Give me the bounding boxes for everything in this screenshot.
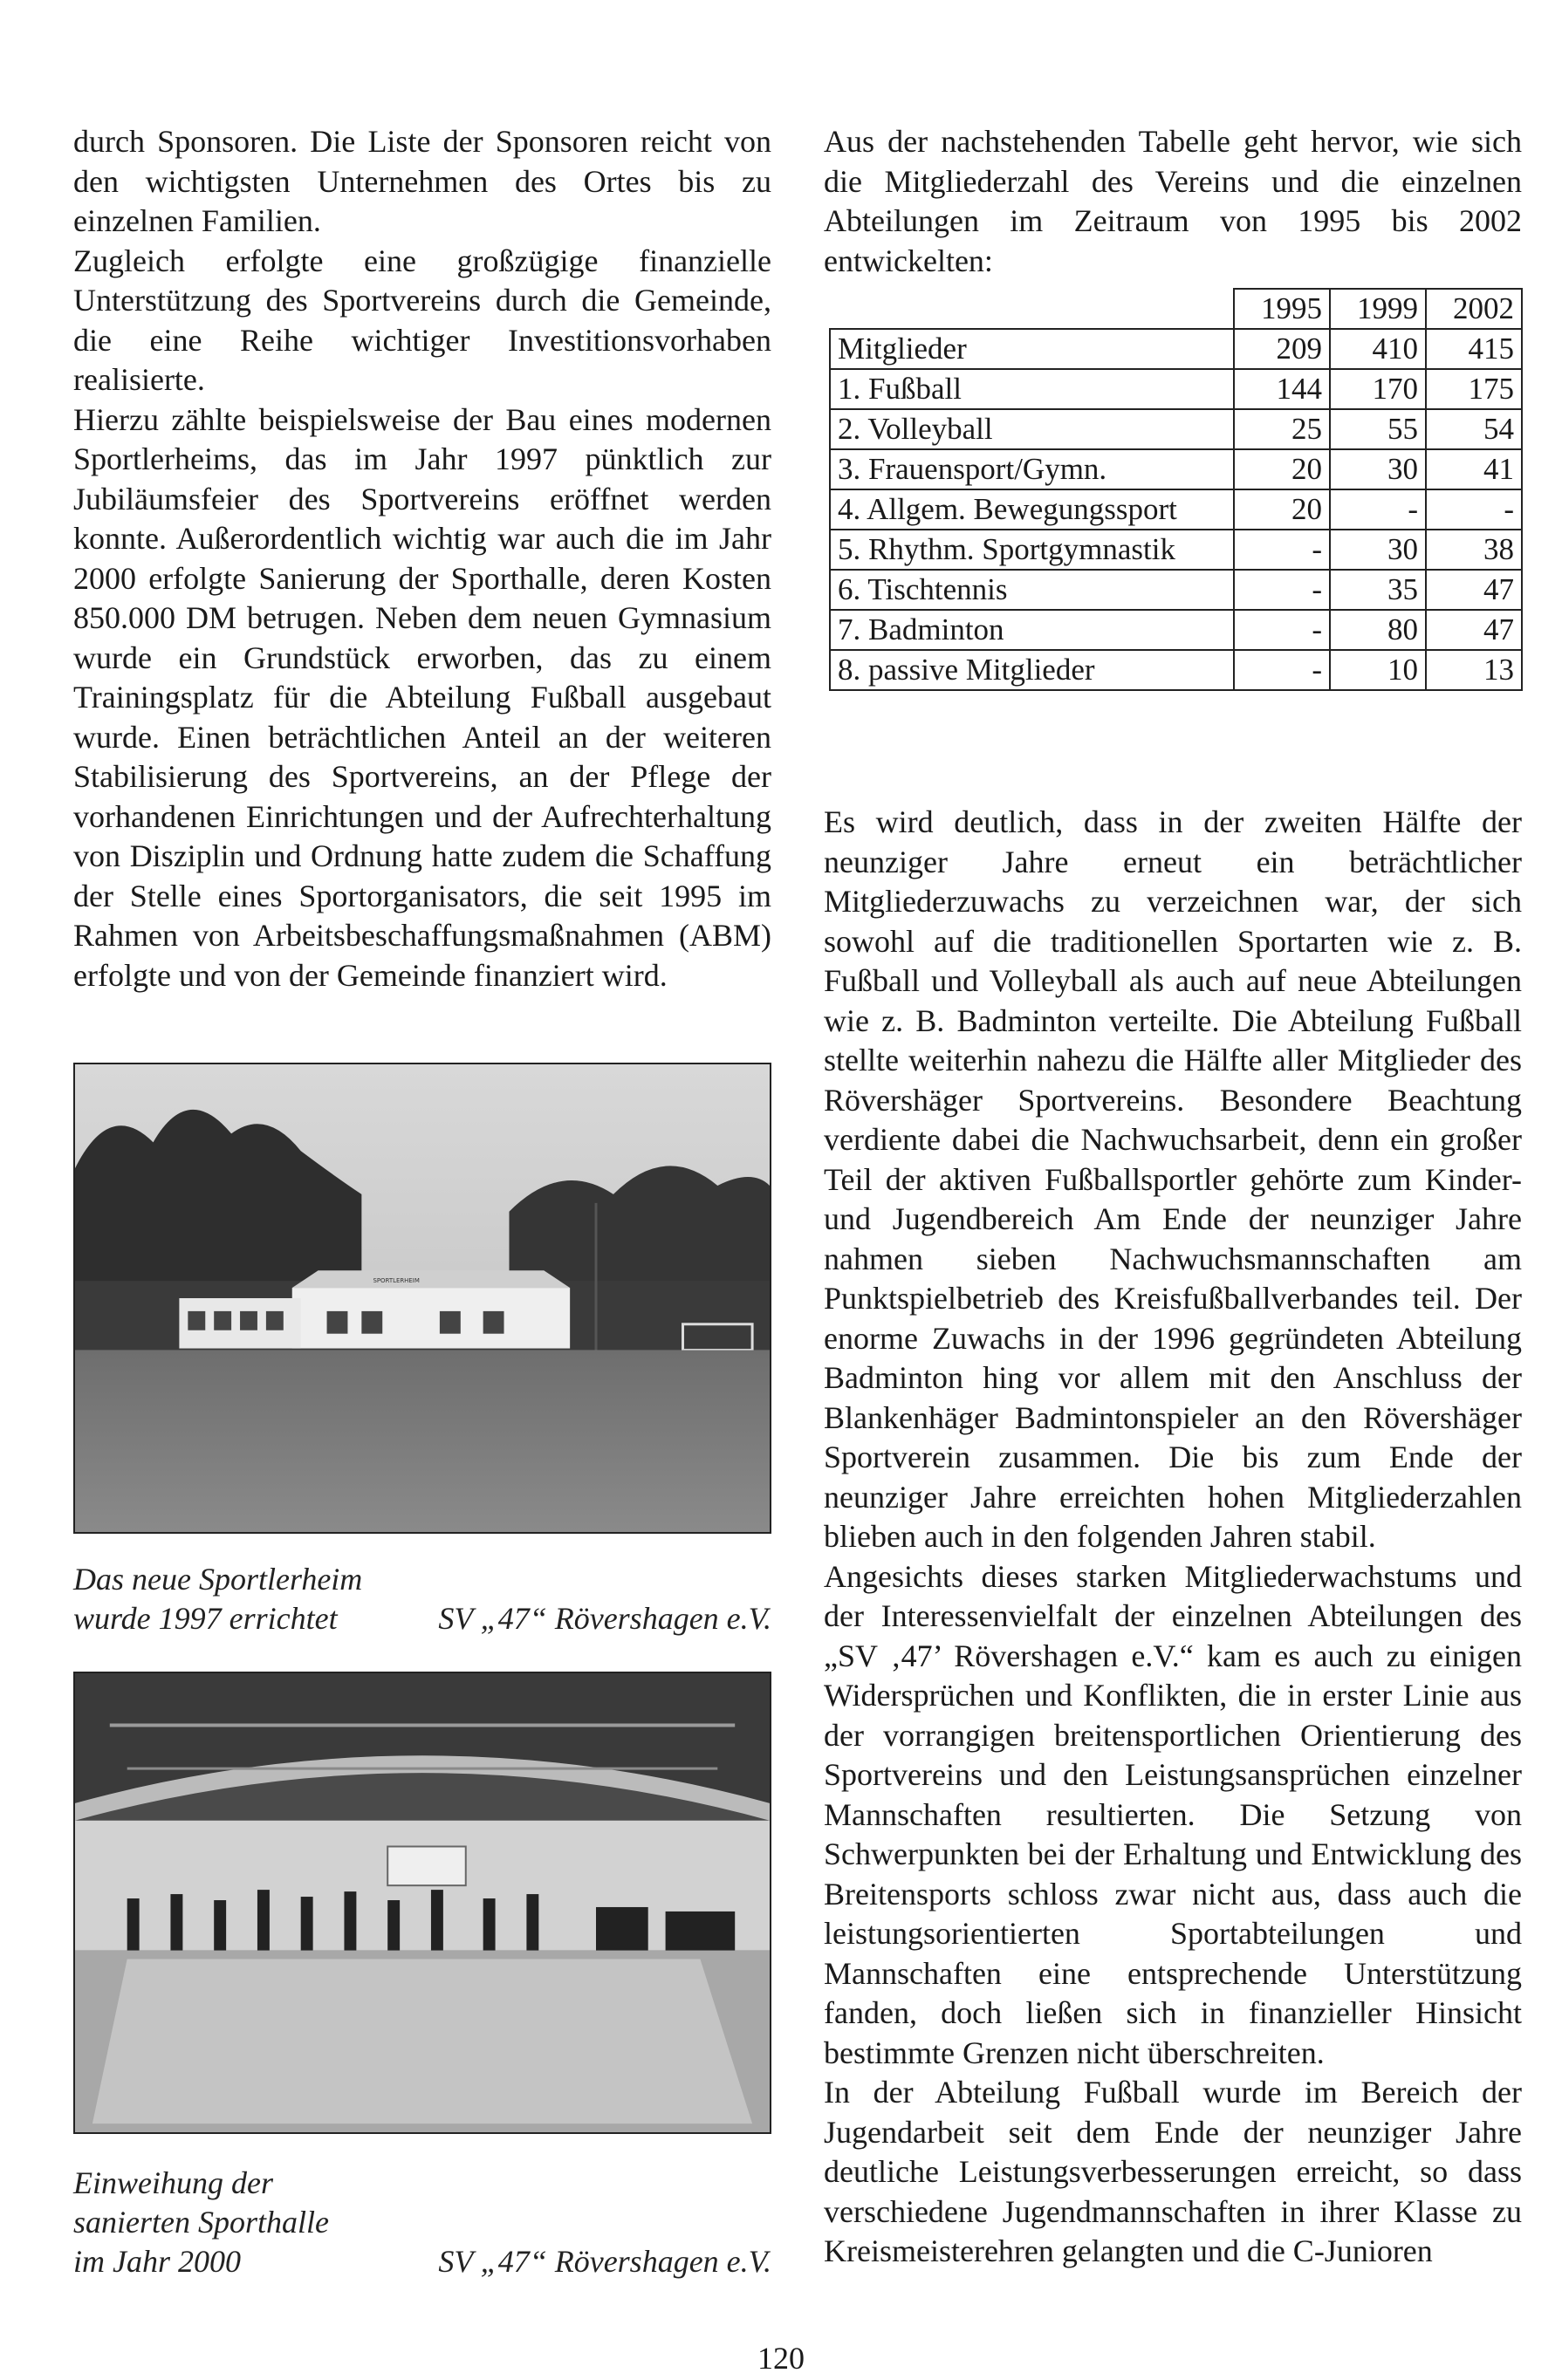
table-row xyxy=(830,610,1522,650)
paragraph: Zugleich erfolgte eine großzügige finanzielle Unterstützung des Sportvereins durch die Gemeinde, die eine Reihe wichtiger Investitionsvorhaben realisierte. xyxy=(73,243,771,397)
row-label: 4. Allgem. Bewegungssport xyxy=(830,489,1234,530)
right-column-lower xyxy=(824,803,1522,2272)
table-row xyxy=(830,449,1522,489)
building-sign: SPORTLERHEIM xyxy=(373,1277,420,1285)
page-number: 120 xyxy=(757,2341,805,2376)
photo-sporthalle xyxy=(73,1672,771,2134)
table-row xyxy=(830,369,1522,409)
sportlerheim-image xyxy=(75,1064,770,1532)
row-label: 5. Rhythm. Sportgymnastik xyxy=(830,530,1234,570)
photo-credit: SV „47“ Rövershagen e.V. xyxy=(438,1601,771,1636)
caption-line: wurde 1997 errichtet xyxy=(73,1601,338,1636)
table-cell: 30 xyxy=(1330,449,1426,489)
table-cell: 41 xyxy=(1426,449,1522,489)
paragraph: Es wird deutlich, dass in der zweiten Hälfte der neunziger Jahre erneut ein beträchtlicher Mitgliederzuwachs zu verzeichnen war, der sich sowohl auf die traditionellen Sportarten wie z. B. Fußball und Volleyball als auch auf neue Abteilungen wie z. B. Badminton verteilte. Die Abteilung Fußball stellte weiterhin nahezu die Hälfte aller Mitglieder des Rövershäger Sportvereins. Besondere Beachtung verdiente dabei die Nachwuchsarbeit, denn ein großer Teil der aktiven Fußballsportler gehörte zum Kinder- und Jugendbereich Am Ende der neunziger Jahre nahmen sieben Nachwuchsmannschaften am Punktspielbetrieb des Kreisfußballverbandes teil. Der enorme Zuwachs in der 1996 gegründeten Abteilung Badminton hing vor allem mit den Anschluss der Blankenhäger Badmintonspieler an den Rövershäger Sportverein zusammen. Die bis zum Ende der neunziger Jahre erreichten hohen Mitgliederzahlen blieben auch in den folgenden Jahren stabil. xyxy=(824,804,1522,1554)
photo-caption xyxy=(73,2164,771,2281)
table-row xyxy=(830,650,1522,690)
table-body xyxy=(830,329,1522,690)
table-row xyxy=(830,409,1522,449)
row-label: 7. Badminton xyxy=(830,610,1234,650)
column-header: 1995 xyxy=(1234,289,1330,329)
table-row xyxy=(830,329,1522,369)
row-label: 8. passive Mitglieder xyxy=(830,650,1234,690)
table-cell: 30 xyxy=(1330,530,1426,570)
table-cell: 13 xyxy=(1426,650,1522,690)
table-cell: 80 xyxy=(1330,610,1426,650)
sporthalle-image xyxy=(75,1673,770,2132)
table-cell: 415 xyxy=(1426,329,1522,369)
row-label: 6. Tischtennis xyxy=(830,570,1234,610)
table-cell: - xyxy=(1234,530,1330,570)
table-cell: 47 xyxy=(1426,570,1522,610)
table-row xyxy=(830,530,1522,570)
table-cell: 410 xyxy=(1330,329,1426,369)
paragraph: Angesichts dieses starken Mitgliederwachstums und der Interessenvielfalt der einzelnen Abteilungen des „SV ‚47’ Rövershagen e.V.“ kam es auch zu einigen Widersprüchen und Konflikten, die in erster Linie aus der vorrangigen breitensportlichen Orientierung des Sportvereins und den Leistungsansprüchen einzelner Mannschaften resultierten. Die Setzung von Schwerpunkten bei der Erhaltung und Entwicklung des Breitensports schloss zwar nicht aus, dass auch die leistungsorientierten Sportabteilungen und Mannschaften eine entsprechende Unterstützung fanden, doch ließen sich in finanzieller Hinsicht bestimmte Grenzen nicht überschreiten. xyxy=(824,1558,1522,2070)
table-cell: 25 xyxy=(1234,409,1330,449)
table-cell: 10 xyxy=(1330,650,1426,690)
table-cell: 144 xyxy=(1234,369,1330,409)
table-cell: 209 xyxy=(1234,329,1330,369)
table-cell: 38 xyxy=(1426,530,1522,570)
row-label: Mitglieder xyxy=(830,329,1234,369)
table-cell: - xyxy=(1234,610,1330,650)
table-cell: - xyxy=(1234,570,1330,610)
caption-line: im Jahr 2000 xyxy=(73,2244,241,2279)
left-column xyxy=(73,122,771,995)
caption-line: Einweihung der xyxy=(73,2165,273,2200)
table-cell: 35 xyxy=(1330,570,1426,610)
paragraph: In der Abteilung Fußball wurde im Bereich der Jugendarbeit seit dem Ende der neunziger Jahre deutliche Leistungsverbesserungen erreicht, so dass verschiedene Jugendmannschaften in ihrer Klasse zu Kreismeisterehren gelangten und die C-Junioren xyxy=(824,2075,1522,2268)
table-row xyxy=(830,489,1522,530)
table-intro: Aus der nachstehenden Tabelle geht hervor, wie sich die Mitgliederzahl des Vereins und die einzelnen Abteilungen im Zeitraum von 1995 bis 2002 entwickelten: xyxy=(824,124,1522,278)
table-cell: - xyxy=(1234,650,1330,690)
table-cell: 20 xyxy=(1234,449,1330,489)
table-cell: 55 xyxy=(1330,409,1426,449)
right-column xyxy=(824,122,1522,281)
row-label: 3. Frauensport/Gymn. xyxy=(830,449,1234,489)
table-corner xyxy=(830,289,1234,329)
table-cell: 175 xyxy=(1426,369,1522,409)
caption-line: sanierten Sporthalle xyxy=(73,2205,329,2240)
caption-line: Das neue Sportlerheim xyxy=(73,1562,363,1597)
table-row xyxy=(830,570,1522,610)
table-cell: 20 xyxy=(1234,489,1330,530)
paragraph: durch Sponsoren. Die Liste der Sponsoren reicht von den wichtigsten Unternehmen des Ortes bis zu einzelnen Familien. xyxy=(73,124,771,238)
column-header: 1999 xyxy=(1330,289,1426,329)
row-label: 1. Fußball xyxy=(830,369,1234,409)
table-cell: 47 xyxy=(1426,610,1522,650)
paragraph: Hierzu zählte beispielsweise der Bau eines modernen Sportlerheims, das im Jahr 1997 pünktlich zur Jubiläumsfeier des Sportvereins eröffnet werden konnte. Außerordentlich wichtig war auch die im Jahr 2000 erfolgte Sanierung der Sporthalle, deren Kosten 850.000 DM betrugen. Neben dem neuen Gymnasium wurde ein Grundstück erworben, das zu einem Trainingsplatz für die Abteilung Fußball ausgebaut wurde. Einen beträchtlichen Anteil an der weiteren Stabilisierung des Sportvereins, an der Pflege der vorhandenen Einrichtungen und der Aufrechterhaltung von Disziplin und Ordnung hatte zudem die Schaffung der Stelle eines Sportorganisators, die seit 1995 im Rahmen von Arbeitsbeschaffungsmaßnahmen (ABM) erfolgte und von der Gemeinde finanziert wird. xyxy=(73,401,771,993)
table-cell: 54 xyxy=(1426,409,1522,449)
table-header-row xyxy=(830,289,1522,329)
table-cell: - xyxy=(1330,489,1426,530)
photo-credit: SV „47“ Rövershagen e.V. xyxy=(438,2244,771,2279)
table-cell: - xyxy=(1426,489,1522,530)
table-cell: 170 xyxy=(1330,369,1426,409)
row-label: 2. Volleyball xyxy=(830,409,1234,449)
photo-caption xyxy=(73,1560,771,1638)
column-header: 2002 xyxy=(1426,289,1522,329)
membership-table xyxy=(829,288,1523,691)
photo-sportlerheim xyxy=(73,1063,771,1534)
